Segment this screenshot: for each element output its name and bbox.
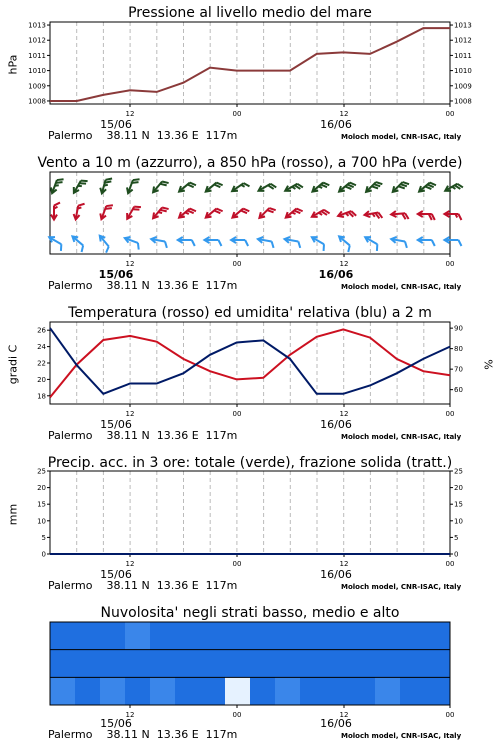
- wind-barb: [390, 236, 408, 248]
- cloud-chart: [0, 600, 500, 719]
- wind-barb: [283, 236, 301, 248]
- barb-feather: [192, 240, 195, 246]
- cloud-cell: [300, 650, 326, 678]
- wind-barb: [99, 202, 113, 221]
- location-info: Palermo 38.11 N 13.36 E 117m: [48, 129, 238, 142]
- model-credit: Moloch model, CNR-ISAC, Italy: [341, 283, 462, 291]
- wind-barb: [230, 179, 249, 196]
- cloud-cell: [100, 650, 126, 678]
- wind-barb: [309, 235, 328, 251]
- date-label-1: 15/06: [100, 568, 132, 581]
- plot-frame: [50, 172, 450, 254]
- wind-barb: [310, 178, 329, 196]
- y2-tick-label: 60: [454, 386, 463, 395]
- x-tick-label: 00: [445, 560, 455, 568]
- barb-feather: [104, 246, 111, 252]
- cloud-cell: [125, 677, 151, 705]
- precipitation-ylabel: mm: [6, 503, 20, 526]
- barb-feather: [58, 244, 64, 251]
- x-tick-label: 00: [445, 711, 455, 719]
- wind-barb: [418, 237, 435, 246]
- y-tick-label: 24: [37, 343, 46, 352]
- cloud-cell: [225, 622, 251, 650]
- cloud-cell: [200, 677, 226, 705]
- precipitation-chart: [0, 450, 500, 568]
- y-tick-label: 20: [454, 484, 463, 493]
- cloud-cell: [250, 622, 276, 650]
- y-tick-label: 5: [41, 533, 46, 542]
- wind-barb: [364, 178, 382, 196]
- cloud-cell: [250, 677, 276, 705]
- date-label-1: 15/06: [100, 418, 132, 431]
- precipitation-title: Precip. acc. in 3 ore: totale (verde), frazione solida (tratt.): [47, 455, 453, 471]
- wind-barb: [204, 237, 221, 246]
- x-tick-label: 00: [232, 110, 242, 118]
- cloud-cell: [100, 677, 126, 705]
- barb-feather: [297, 241, 301, 247]
- cloud-cell: [375, 622, 401, 650]
- wind-barb: [257, 204, 275, 222]
- y-tick-label: 1010: [454, 67, 472, 76]
- cloud-cell: [250, 650, 276, 678]
- y-tick-label: 1010: [28, 67, 46, 76]
- y-tick-label: 20: [37, 375, 46, 384]
- cloud-cell: [325, 650, 351, 678]
- humidity-line: [50, 328, 450, 394]
- y-tick-label: 15: [454, 500, 463, 509]
- barb-feather: [321, 244, 327, 251]
- y-tick-label: 0: [41, 550, 46, 559]
- barb-feather: [136, 243, 141, 250]
- cloud-cell: [350, 622, 376, 650]
- y-tick-label: 1011: [28, 51, 46, 60]
- y-tick-label: 10: [37, 517, 46, 526]
- x-tick-label: 00: [445, 110, 455, 118]
- temperature-title: Temperatura (rosso) ed umidita' relativa (blu) a 2 m: [68, 305, 432, 321]
- location-info: Palermo 38.11 N 13.36 E 117m: [48, 429, 238, 442]
- date-label-2: 16/06: [320, 118, 352, 131]
- barb-feather: [346, 245, 352, 252]
- x-tick-label: 12: [339, 110, 349, 118]
- y-tick-label: 1009: [454, 82, 472, 91]
- location-info: Palermo 38.11 N 13.36 E 117m: [48, 728, 238, 741]
- y-tick-label: 15: [37, 500, 46, 509]
- plot-frame: [50, 22, 450, 104]
- cloud-cell: [400, 622, 426, 650]
- cloud-cell: [150, 677, 176, 705]
- y-tick-label: 1012: [28, 36, 46, 45]
- y-tick-label: 1009: [28, 82, 46, 91]
- cloud-cell: [275, 650, 301, 678]
- y-tick-label: 22: [37, 359, 46, 368]
- cloud-cell: [150, 622, 176, 650]
- cloud-cell: [200, 622, 226, 650]
- wind-barb: [231, 237, 248, 246]
- wind-barb: [69, 234, 88, 252]
- model-credit: Moloch model, CNR-ISAC, Italy: [341, 433, 462, 441]
- y-tick-label: 1008: [454, 97, 472, 106]
- wind-barb: [230, 204, 249, 222]
- pressure-line: [50, 28, 450, 101]
- barb-feather: [404, 241, 408, 247]
- wind-barb: [204, 178, 223, 196]
- wind-barb: [150, 236, 168, 248]
- cloud-cell: [125, 650, 151, 678]
- wind-barb: [125, 203, 141, 222]
- wind-barb: [337, 178, 356, 196]
- barb-feather: [374, 244, 380, 251]
- barb-feather: [164, 241, 168, 247]
- cloud-cell: [75, 622, 101, 650]
- cloud-cell: [50, 650, 76, 678]
- cloud-cell: [75, 677, 101, 705]
- cloud-cell: [325, 622, 351, 650]
- pressure-panel: [0, 0, 500, 150]
- temperature-chart: [0, 300, 500, 418]
- x-tick-label: 00: [232, 410, 242, 418]
- date-label-2: 16/06: [320, 717, 352, 730]
- wind-barb: [99, 176, 112, 195]
- barb-feather: [218, 240, 221, 246]
- wind-barb: [177, 204, 196, 222]
- y-tick-label: 1008: [28, 97, 46, 106]
- cloud-cell: [425, 677, 451, 705]
- date-label-1: 15/06: [98, 268, 134, 281]
- y-tick-label: 10: [454, 517, 463, 526]
- barb-feather: [245, 240, 248, 246]
- temperature-line: [50, 329, 450, 397]
- wind-barb: [284, 204, 303, 222]
- cloud-cell: [400, 677, 426, 705]
- wind-barb: [337, 207, 356, 221]
- x-tick-label: 12: [339, 410, 349, 418]
- cloud-cell: [400, 650, 426, 678]
- wind-barb: [151, 177, 169, 196]
- barb-feather: [244, 181, 250, 188]
- temperature-panel: [0, 300, 500, 450]
- wind-barb: [364, 209, 382, 221]
- location-info: Palermo 38.11 N 13.36 E 117m: [48, 579, 238, 592]
- cloud-cell: [275, 677, 301, 705]
- cloud-cell: [300, 677, 326, 705]
- y-tick-label: 18: [37, 392, 46, 401]
- wind-barb: [177, 178, 196, 196]
- wind-barb: [284, 180, 303, 196]
- y2-tick-label: 70: [454, 365, 463, 374]
- barb-feather: [271, 241, 275, 247]
- cloud-cell: [175, 622, 201, 650]
- wind-barb: [95, 234, 113, 253]
- wind-barb: [204, 204, 223, 222]
- wind-title: Vento a 10 m (azzurro), a 850 hPa (rosso), a 700 hPa (verde): [37, 155, 463, 171]
- x-tick-label: 12: [125, 410, 135, 418]
- x-tick-label: 12: [339, 560, 349, 568]
- wind-barb: [151, 203, 169, 222]
- cloud-cell: [100, 622, 126, 650]
- x-tick-label: 00: [445, 410, 455, 418]
- barb-feather: [79, 245, 85, 252]
- date-label-1: 15/06: [100, 118, 132, 131]
- barb-feather: [432, 240, 435, 246]
- wind-barb: [73, 202, 85, 220]
- x-tick-label: 12: [125, 711, 135, 719]
- barb-feather: [458, 214, 461, 220]
- plot-frame: [50, 471, 450, 554]
- cloud-cell: [200, 650, 226, 678]
- y-tick-label: 26: [37, 326, 46, 335]
- y-tick-label: 1011: [454, 51, 472, 60]
- barb-feather: [78, 203, 84, 207]
- wind-barb: [257, 236, 275, 248]
- wind-barb: [444, 180, 463, 196]
- wind-barb: [51, 203, 60, 220]
- y2-tick-label: 90: [454, 324, 463, 333]
- model-credit: Moloch model, CNR-ISAC, Italy: [341, 583, 462, 591]
- cloud-cell: [425, 650, 451, 678]
- wind-barb: [391, 178, 409, 196]
- date-label-2: 16/06: [320, 568, 352, 581]
- y-tick-label: 25: [454, 467, 463, 476]
- date-label-2: 16/06: [320, 418, 352, 431]
- wind-barb: [178, 237, 195, 246]
- cloud-cell: [300, 622, 326, 650]
- wind-barb: [123, 235, 142, 249]
- cloud-cell: [75, 650, 101, 678]
- wind-chart: [0, 150, 500, 275]
- wind-barb: [444, 237, 461, 246]
- x-tick-label: 12: [125, 560, 135, 568]
- y-tick-label: 0: [454, 550, 459, 559]
- x-tick-label: 00: [445, 260, 455, 268]
- y-tick-label: 5: [454, 533, 459, 542]
- wind-barb: [257, 180, 276, 196]
- cloud-panel: [0, 600, 500, 750]
- cloud-cell: [225, 650, 251, 678]
- pressure-title: Pressione al livello medio del mare: [128, 5, 372, 21]
- x-tick-label: 00: [232, 260, 242, 268]
- cloud-cell: [350, 650, 376, 678]
- wind-barb: [362, 235, 381, 251]
- cloud-cell: [175, 677, 201, 705]
- x-tick-label: 00: [232, 560, 242, 568]
- wind-panel: [0, 150, 500, 300]
- y-tick-label: 20: [37, 484, 46, 493]
- wind-barb: [71, 177, 87, 196]
- temperature-ylabel: gradi C: [6, 344, 20, 385]
- cloud-cell: [425, 622, 451, 650]
- cloud-cell: [275, 622, 301, 650]
- humidity-ylabel: %: [482, 359, 496, 370]
- y2-tick-label: 80: [454, 345, 463, 354]
- cloud-cell: [325, 677, 351, 705]
- date-label-1: 15/06: [100, 717, 132, 730]
- cloud-cell: [225, 677, 251, 705]
- barb-feather: [458, 240, 461, 246]
- cloud-cell: [350, 677, 376, 705]
- y-tick-label: 1012: [454, 36, 472, 45]
- wind-barb: [335, 234, 354, 252]
- cloud-cell: [125, 622, 151, 650]
- wind-barb: [46, 235, 65, 251]
- x-tick-label: 12: [339, 260, 349, 268]
- pressure-chart: [0, 0, 500, 118]
- wind-barb: [444, 211, 461, 220]
- x-tick-label: 12: [125, 260, 135, 268]
- y-tick-label: 1013: [28, 21, 46, 30]
- wind-barb: [49, 176, 63, 195]
- pressure-ylabel: hPa: [6, 54, 20, 75]
- precipitation-panel: [0, 450, 500, 600]
- x-tick-label: 00: [232, 711, 242, 719]
- x-tick-label: 12: [125, 110, 135, 118]
- cloud-cell: [50, 622, 76, 650]
- wind-barb: [418, 211, 435, 220]
- y-tick-label: 1013: [454, 21, 472, 30]
- cloud-cell: [375, 650, 401, 678]
- cloud-cell: [150, 650, 176, 678]
- location-info: Palermo 38.11 N 13.36 E 117m: [48, 279, 238, 292]
- cloud-cell: [175, 650, 201, 678]
- wind-barb: [391, 210, 409, 220]
- cloud-cell: [50, 677, 76, 705]
- model-credit: Moloch model, CNR-ISAC, Italy: [341, 133, 462, 141]
- y-tick-label: 25: [37, 467, 46, 476]
- barb-feather: [54, 203, 60, 206]
- x-tick-label: 12: [339, 711, 349, 719]
- date-label-2: 16/06: [318, 268, 354, 281]
- model-credit: Moloch model, CNR-ISAC, Italy: [341, 732, 462, 740]
- wind-barb: [417, 178, 436, 196]
- cloud-title: Nuvolosita' negli strati basso, medio e alto: [100, 605, 400, 621]
- wind-barb: [125, 176, 139, 195]
- wind-barb: [310, 206, 329, 222]
- cloud-cell: [375, 677, 401, 705]
